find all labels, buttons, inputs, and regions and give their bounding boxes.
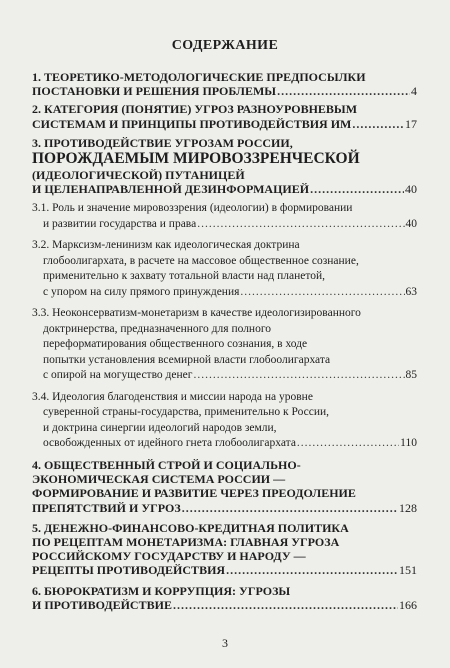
toc-entry-4-page: 128 [399, 500, 417, 515]
leader-dots [277, 84, 410, 98]
toc-entry-3-3-line-4: попытки установления всемирной власти глобоолигархата [43, 353, 331, 366]
toc-entry-6-page: 166 [399, 597, 417, 612]
toc-entry-6-line-1: 6. БЮРОКРАТИЗМ И КОРРУПЦИЯ: УГРОЗЫ [32, 583, 291, 598]
toc-entry-3-2-line-1: 3.2. Марксизм-ленинизм как идеологическая доктрина [32, 239, 300, 252]
toc-entry-2-page: 17 [405, 116, 417, 131]
toc-entry-3-4-line-3: и доктрина синергии идеологий народов земли, [43, 421, 277, 434]
toc-entry-3-page: 40 [405, 182, 417, 197]
toc-entry-5-line-3: РОССИЙСКОМУ ГОСУДАРСТВУ И НАРОДУ — [32, 549, 306, 564]
page-title: СОДЕРЖАНИЕ [171, 38, 279, 53]
toc-entry-5-line-1: 5. ДЕНЕЖНО-ФИНАНСОВО-КРЕДИТНАЯ ПОЛИТИКА [32, 520, 349, 535]
toc-entry-2-line-1: 2. КАТЕГОРИЯ (ПОНЯТИЕ) УГРОЗ РАЗНОУРОВНЕВЫМ [32, 102, 358, 117]
toc-entry-3-2-line-2: глобоолигархата, в расчете на массовое общественное сознание, [43, 254, 359, 267]
leader-dots [310, 182, 404, 196]
toc-entry-3-2-line-4: с упором на силу прямого принуждения [43, 285, 240, 298]
toc-entry-3-1-page: 40 [405, 217, 417, 230]
toc-entry-3-4-line-4: освобожденных от идейного гнета глобоолигархата [43, 437, 296, 450]
toc-entry-4-line-1: 4. ОБЩЕСТВЕННЫЙ СТРОЙ И СОЦИАЛЬНО- [32, 457, 301, 472]
toc-entry-3-1-line-1: 3.1. Роль и значение мировоззрения (идеологии) в формировании [32, 202, 353, 215]
toc-entry-4-line-2: ЭКОНОМИЧЕСКАЯ СИСТЕМА РОССИИ — [32, 472, 286, 487]
toc-entry-6-line-2: И ПРОТИВОДЕЙСТВИЕ [32, 597, 172, 612]
toc-entry-3-2-page: 63 [405, 285, 417, 298]
toc-entry-4-line-4: ПРЕПЯТСТВИЙ И УГРОЗ [32, 500, 181, 515]
toc-entry-2 [32, 102, 417, 130]
toc-entry-5-line-2: ПО РЕЦЕПТАМ МОНЕТАРИЗМА: ГЛАВНАЯ УГРОЗА [32, 534, 340, 549]
toc-entry-4-line-3: ФОРМИРОВАНИЕ И РАЗВИТИЕ ЧЕРЕЗ ПРЕОДОЛЕНИЕ [32, 486, 356, 501]
toc-entry-3-2 [32, 238, 417, 300]
toc-entry-5 [32, 521, 417, 578]
toc-entry-4 [32, 458, 417, 515]
toc-entry-6 [32, 584, 417, 612]
toc-entry-3-4-line-1: 3.4. Идеология благоденствия и миссии народа на уровне [32, 390, 313, 403]
leader-dots [240, 285, 404, 301]
toc-entry-3-4 [32, 390, 417, 452]
toc-entry-5-line-4: РЕЦЕПТЫ ПРОТИВОДЕЙСТВИЯ [32, 563, 226, 578]
page-number: 3 [222, 636, 228, 650]
toc-entry-3-3-line-2: доктринерства, предназначенного для полного [43, 322, 272, 335]
leader-dots [193, 368, 404, 384]
toc-entry-3-2-line-3: применительно к захвату тотальной власти над планетой, [43, 270, 326, 283]
leader-dots [182, 501, 398, 515]
toc-entry-3-3 [32, 306, 417, 384]
toc-entry-2-line-2: СИСТЕМАМ И ПРИНЦИПЫ ПРОТИВОДЕЙСТВИЯ ИМ [32, 116, 352, 131]
toc-entry-3-3-line-5: с опирой на могущество денег [43, 369, 193, 382]
toc-entry-3-line-4: И ЦЕЛЕНАПРАВЛЕННОЙ ДЕЗИНФОРМАЦИЕЙ [32, 182, 310, 197]
toc-entry-1-line-1: 1. ТЕОРЕТИКО-МЕТОДОЛОГИЧЕСКИЕ ПРЕДПОСЫЛКИ [32, 70, 366, 84]
leader-dots [297, 436, 399, 452]
leader-dots [173, 598, 398, 612]
toc-entry-3-4-page: 110 [400, 437, 417, 450]
toc-entry-1-line-2: ПОСТАНОВКИ И РЕШЕНИЯ ПРОБЛЕМЫ [32, 84, 277, 99]
toc-entry-3-line-1: 3. ПРОТИВОДЕЙСТВИЕ УГРОЗАМ РОССИИ, [32, 135, 293, 150]
toc-entry-3-line-3: (ИДЕОЛОГИЧЕСКОЙ) ПУТАНИЦЕЙ [32, 168, 245, 183]
toc-entry-1-page: 4 [411, 84, 417, 99]
toc-entry-3-line-2: ПОРОЖДАЕМЫМ МИРОВОЗЗРЕНЧЕСКОЙ [32, 150, 360, 168]
toc-entry-1 [32, 70, 417, 98]
toc-entry-5-page: 151 [399, 563, 417, 578]
toc-entry-3-3-page: 85 [405, 369, 417, 382]
leader-dots [197, 217, 404, 233]
toc-entry-3 [32, 136, 417, 197]
toc-entry-3-1-line-2: и развитии государства и права [43, 217, 197, 230]
leader-dots [352, 117, 404, 131]
toc-entry-3-4-line-2: суверенной страны-государства, применительно к России, [43, 406, 330, 419]
leader-dots [226, 563, 398, 577]
table-of-contents [32, 70, 417, 612]
toc-entry-3-1 [32, 201, 417, 232]
toc-entry-3-3-line-3: переформатирования общественного сознания, в ходе [43, 338, 308, 351]
toc-entry-3-3-line-1: 3.3. Неоконсерватизм-монетаризм в качестве идеологизированного [32, 307, 361, 320]
